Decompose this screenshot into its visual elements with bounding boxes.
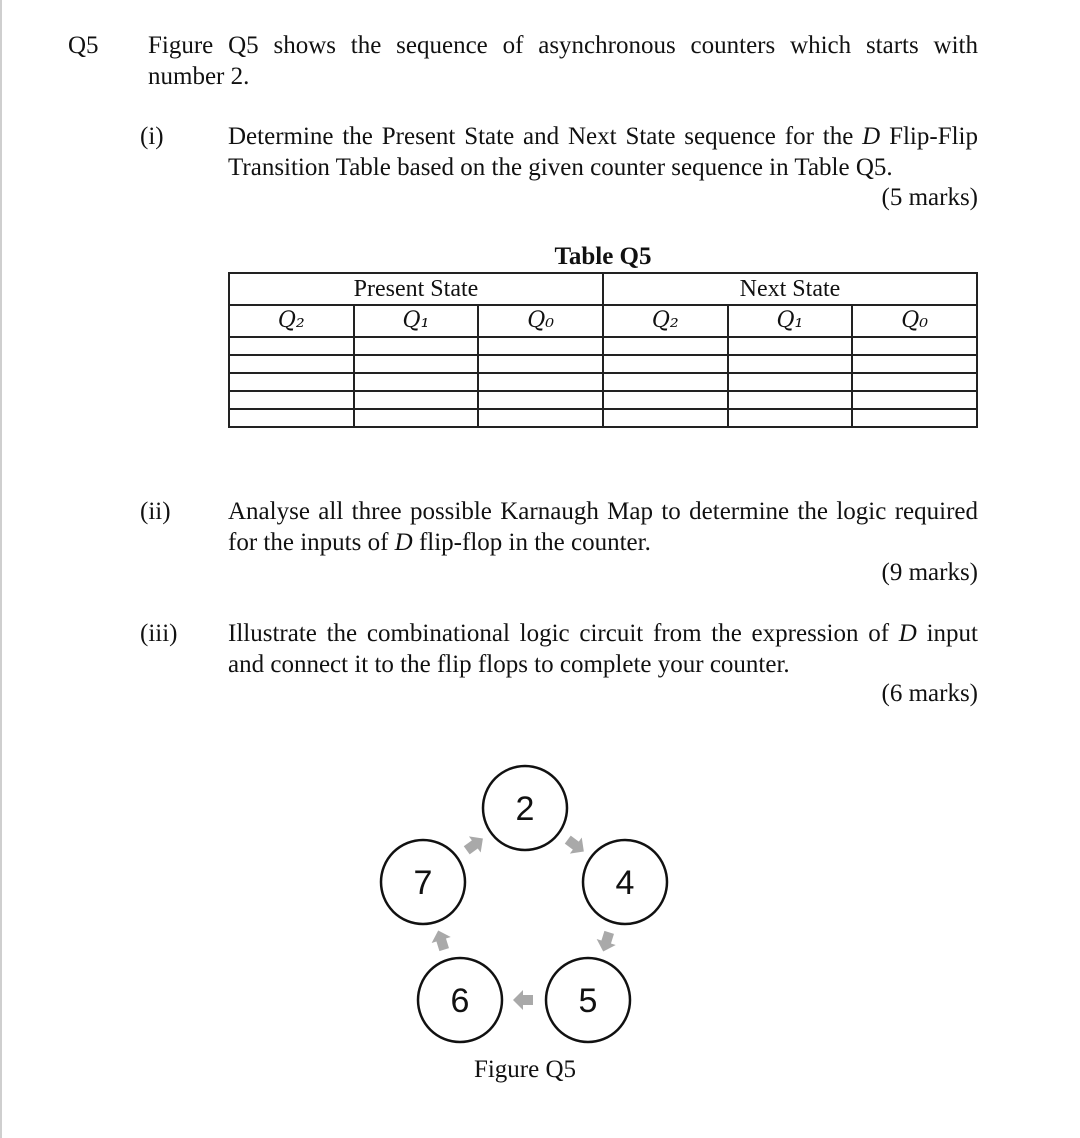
col-next-q2: Q₂ [603, 305, 728, 337]
table-cell[interactable] [603, 337, 728, 355]
table-cell[interactable] [478, 373, 603, 391]
table-cell[interactable] [229, 391, 354, 409]
state-label: 5 [578, 982, 598, 1020]
table-cell[interactable] [354, 391, 479, 409]
part-iii-label: (iii) [140, 620, 178, 647]
state-node-5 [546, 958, 630, 1042]
part-iii-line1: Illustrate the combinational logic circuit from the expression of D input [228, 620, 978, 647]
table-row [229, 355, 977, 373]
col-next-q1: Q₁ [728, 305, 853, 337]
state-diagram [360, 760, 690, 1060]
table-cell[interactable] [603, 391, 728, 409]
table-row [229, 373, 977, 391]
figure-caption: Figure Q5 [473, 1056, 577, 1083]
transition-arrow-5-to-6 [513, 990, 533, 1010]
table-cell[interactable] [852, 373, 977, 391]
table-title: Table Q5 [554, 243, 652, 270]
table-cell[interactable] [229, 337, 354, 355]
state-label: 6 [450, 982, 470, 1020]
table-cell[interactable] [852, 409, 977, 427]
table-cell[interactable] [603, 355, 728, 373]
col-next-q0: Q₀ [852, 305, 977, 337]
table-cell[interactable] [728, 409, 853, 427]
transition-arrow-6-to-7 [429, 928, 454, 953]
table-cell[interactable] [354, 373, 479, 391]
transition-table [228, 272, 978, 428]
table-cell[interactable] [852, 355, 977, 373]
state-label: 4 [615, 864, 635, 902]
part-i-line2: Transition Table based on the given counter sequence in Table Q5. [228, 154, 893, 181]
table-cell[interactable] [603, 373, 728, 391]
table-row [229, 391, 977, 409]
table-cell[interactable] [603, 409, 728, 427]
part-ii-label: (ii) [140, 498, 171, 525]
part-ii-line1: Analyse all three possible Karnaugh Map to determine the logic required [228, 498, 978, 525]
part-ii-marks: (9 marks) [881, 559, 978, 586]
state-node-7 [381, 840, 465, 924]
col-present-q1: Q₁ [354, 305, 479, 337]
table-cell[interactable] [728, 391, 853, 409]
question-intro-line1: Figure Q5 shows the sequence of asynchronous counters which starts with [148, 32, 978, 59]
part-i-line1: Determine the Present State and Next State sequence for the D Flip-Flip [228, 123, 978, 150]
present-state-header: Present State [229, 273, 603, 305]
table-cell[interactable] [728, 373, 853, 391]
table-cell[interactable] [229, 373, 354, 391]
transition-arrow-2-to-4 [562, 832, 590, 860]
table-cell[interactable] [229, 409, 354, 427]
table-row [229, 337, 977, 355]
part-i-marks: (5 marks) [881, 184, 978, 211]
question-intro-line2: number 2. [148, 63, 250, 90]
table-cell[interactable] [852, 337, 977, 355]
state-label: 2 [515, 790, 535, 828]
transition-arrow-4-to-5 [594, 929, 619, 954]
table-row [229, 409, 977, 427]
question-number: Q5 [68, 32, 99, 59]
part-iii-marks: (6 marks) [881, 680, 978, 707]
table-cell[interactable] [478, 409, 603, 427]
part-iii-line2: and connect it to the flip flops to complete your counter. [228, 651, 790, 678]
state-node-4 [583, 840, 667, 924]
state-node-2 [483, 766, 567, 850]
table-cell[interactable] [728, 337, 853, 355]
transition-arrow-7-to-2 [461, 830, 489, 858]
table-cell[interactable] [354, 355, 479, 373]
col-present-q2: Q₂ [229, 305, 354, 337]
part-i-label: (i) [140, 123, 164, 150]
table-cell[interactable] [852, 391, 977, 409]
table-cell[interactable] [478, 355, 603, 373]
table-cell[interactable] [354, 337, 479, 355]
state-label: 7 [413, 864, 433, 902]
part-ii-line2: for the inputs of D flip-flop in the counter. [228, 529, 651, 556]
table-cell[interactable] [229, 355, 354, 373]
col-present-q0: Q₀ [478, 305, 603, 337]
table-cell[interactable] [478, 337, 603, 355]
state-node-6 [418, 958, 502, 1042]
page-edge [0, 0, 2, 1138]
table-cell[interactable] [728, 355, 853, 373]
table-cell[interactable] [354, 409, 479, 427]
table-cell[interactable] [478, 391, 603, 409]
next-state-header: Next State [603, 273, 977, 305]
